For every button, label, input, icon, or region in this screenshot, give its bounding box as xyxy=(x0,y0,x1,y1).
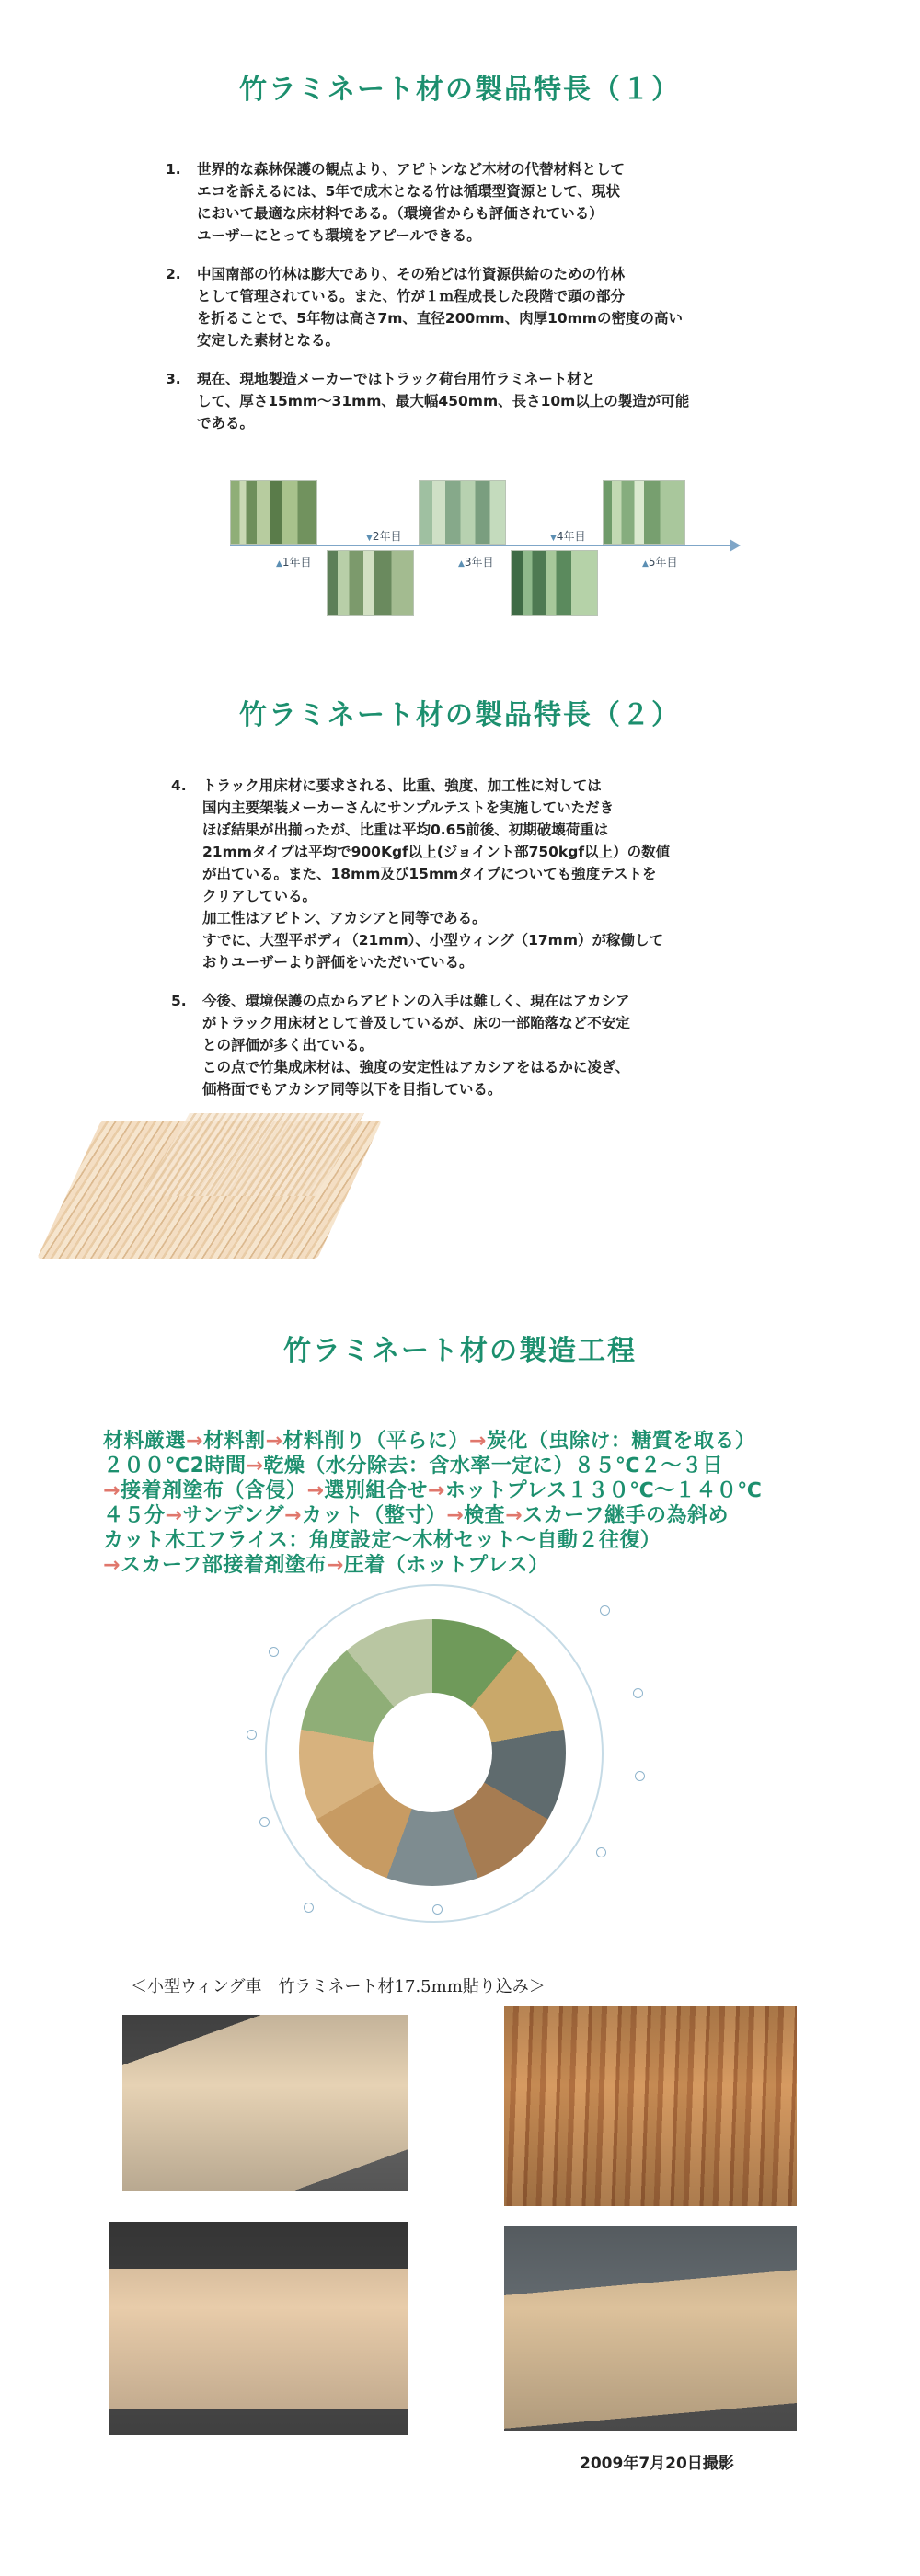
bamboo-photo-year3 xyxy=(419,480,506,545)
arrow-icon: → xyxy=(427,1479,445,1502)
process-step: 接着剤塗布（含侵） xyxy=(120,1479,307,1502)
arrow-icon: → xyxy=(103,1554,121,1577)
arrow-icon: → xyxy=(186,1430,203,1453)
section1-title: 竹ラミネート材の製品特長（１） xyxy=(239,74,681,106)
process-step: 検査 xyxy=(464,1504,506,1527)
cycle-tag-marker xyxy=(635,1771,648,1781)
timeline-label-year5: ▲5年目 xyxy=(642,556,678,569)
point-line: として管理されている。また、竹が１ｍ程成長した段階で頭の部分 xyxy=(197,288,626,305)
point-line: 国内主要架装メーカーさんにサンプルテストを実施していただき xyxy=(202,799,615,816)
arrow-icon: → xyxy=(505,1504,523,1527)
process-step: ４５分 xyxy=(103,1504,166,1527)
timeline-label-year1: ▲1年目 xyxy=(276,556,312,569)
point-2 xyxy=(166,263,689,351)
process-step: 炭化（虫除け：糖質を取る） xyxy=(486,1430,756,1453)
cycle-tag-marker xyxy=(269,1647,282,1657)
point-4 xyxy=(171,775,670,973)
ring-center xyxy=(373,1693,492,1812)
timeline-arrow-icon xyxy=(730,539,741,552)
point-3 xyxy=(166,368,689,434)
truck-bed-photo-1 xyxy=(122,2015,408,2191)
cycle-tag-marker xyxy=(633,1688,646,1698)
point-line: において最適な床材料である。（環境省からも評価されている） xyxy=(197,205,604,222)
process-line xyxy=(103,1454,762,1478)
point-1 xyxy=(166,158,689,247)
arrow-icon: → xyxy=(103,1479,121,1502)
timeline-label-year3: ▲3年目 xyxy=(458,556,494,569)
point-line: である。 xyxy=(197,415,255,431)
process-step: カット（整寸） xyxy=(301,1504,447,1527)
point-line: との評価が多く出ている。 xyxy=(202,1037,374,1053)
process-step: 材料厳選 xyxy=(103,1430,187,1453)
process-step: 材料削り（平らに） xyxy=(282,1430,469,1453)
point-line: ユーザーにとっても環境をアピールできる。 xyxy=(197,227,481,244)
triangle-down-icon: ▼ xyxy=(550,534,557,543)
triangle-down-icon: ▼ xyxy=(366,534,373,543)
section3-title: 竹ラミネート材の製造工程 xyxy=(283,1335,637,1367)
process-line xyxy=(103,1528,762,1553)
process-step: サンデング xyxy=(182,1504,284,1527)
manufacturing-process-text xyxy=(103,1429,762,1578)
process-cycle-diagram xyxy=(299,1619,566,1886)
arrow-icon: → xyxy=(165,1504,183,1527)
bamboo-photo-year1 xyxy=(230,480,317,545)
point-number: 5. xyxy=(171,993,187,1009)
point-number: 3. xyxy=(166,371,181,387)
process-step: 選別組合せ xyxy=(324,1479,428,1502)
cycle-tag-marker xyxy=(596,1847,609,1857)
truck-bed-photo-4 xyxy=(504,2226,797,2431)
process-line xyxy=(103,1478,762,1503)
point-line: トラック用床材に要求される、比重、強度、加工性に対しては xyxy=(202,777,602,794)
point-line: して、厚さ15mm～31mm、最大幅450mm、長さ10m以上の製造が可能 xyxy=(197,393,690,409)
timeline-label-year2: ▼2年目 xyxy=(366,530,402,543)
point-line: おりユーザーより評価をいただいている。 xyxy=(202,954,474,971)
arrow-icon: → xyxy=(306,1479,325,1502)
point-line: 現在、現地製造メーカーではトラック荷台用竹ラミネート材と xyxy=(197,371,596,387)
point-line: クリアしている。 xyxy=(202,888,317,904)
point-line: が出ている。また、18mm及び15mmタイプについても強度テストを xyxy=(202,866,657,882)
triangle-up-icon: ▲ xyxy=(642,559,649,569)
bamboo-photo-year5 xyxy=(603,480,685,545)
process-step: ホットプレス１３０℃～１４０℃ xyxy=(444,1479,763,1502)
process-step: 材料割 xyxy=(202,1430,266,1453)
point-line: 21mmタイプは平均で900Kgf以上(ジョイント部750kgf以上）の数値 xyxy=(202,844,671,860)
process-step: 圧着（ホットプレス） xyxy=(343,1554,549,1577)
point-line: エコを訴えるには、5年で成木となる竹は循環型資源として、現状 xyxy=(197,183,620,200)
bamboo-photo-year2 xyxy=(327,550,414,616)
process-line xyxy=(103,1429,762,1454)
timeline-label-year4: ▼4年目 xyxy=(550,530,586,543)
point-line: すでに、大型平ボディ（21mm）、小型ウィング（17mm）が稼働して xyxy=(202,932,663,949)
arrow-icon: → xyxy=(265,1430,283,1453)
truck-photos-caption: ＜小型ウィング車 竹ラミネート材17.5mm貼り込み＞ xyxy=(131,1977,546,1996)
arrow-icon: → xyxy=(468,1430,487,1453)
section2-points xyxy=(171,775,670,1117)
process-step: 乾燥（水分除去：含水率一定に）８５℃２～３日 xyxy=(263,1455,724,1478)
arrow-icon: → xyxy=(446,1504,465,1527)
arrow-icon: → xyxy=(326,1554,344,1577)
bamboo-photo-year4 xyxy=(511,550,598,616)
truck-bed-photo-3 xyxy=(109,2222,408,2435)
growth-timeline xyxy=(230,545,731,546)
point-line: 今後、環境保護の点からアピトンの入手は難しく、現在はアカシア xyxy=(202,993,630,1009)
point-5 xyxy=(171,990,670,1100)
point-line: 加工性はアピトン、アカシアと同等である。 xyxy=(202,910,487,926)
point-line: ほぼ結果が出揃ったが、比重は平均0.65前後、初期破壊荷重は xyxy=(202,822,609,838)
arrow-icon: → xyxy=(283,1504,302,1527)
point-line: がトラック用床材として普及しているが、床の一部陥落など不安定 xyxy=(202,1015,630,1031)
process-step: スカーフ継手の為斜め xyxy=(523,1504,729,1527)
point-line: 安定した素材となる。 xyxy=(197,332,340,349)
cycle-tag-marker xyxy=(304,1903,316,1913)
process-step: ２００℃2時間 xyxy=(103,1455,247,1478)
section2-title: 竹ラミネート材の製品特長（２） xyxy=(239,699,681,731)
truck-bed-photo-2 xyxy=(504,2006,797,2206)
cycle-tag-marker xyxy=(600,1605,613,1616)
process-line xyxy=(103,1503,762,1528)
photo-date: 2009年7月20日撮影 xyxy=(580,2455,734,2473)
process-step: スカーフ部接着剤塗布 xyxy=(120,1554,327,1577)
point-line: を折ることで、5年物は高さ7m、直径200mm、肉厚10mmの密度の高い xyxy=(197,310,683,327)
section1-points xyxy=(166,158,689,451)
arrow-icon: → xyxy=(246,1455,264,1478)
point-line: 世界的な森林保護の観点より、アピトンなど木材の代替材料として xyxy=(197,161,626,178)
triangle-up-icon: ▲ xyxy=(276,559,282,569)
point-line: この点で竹集成床材は、強度の安定性はアカシアをはるかに凌ぎ、 xyxy=(202,1059,630,1075)
point-number: 2. xyxy=(166,266,181,282)
point-number: 4. xyxy=(171,777,187,794)
cycle-tag-marker xyxy=(247,1730,259,1740)
point-line: 価格面でもアカシア同等以下を目指している。 xyxy=(202,1081,502,1098)
cycle-tag-marker xyxy=(259,1817,272,1827)
cycle-tag-marker xyxy=(432,1904,445,1915)
point-number: 1. xyxy=(166,161,181,178)
triangle-up-icon: ▲ xyxy=(458,559,465,569)
process-line xyxy=(103,1553,762,1578)
process-step: カット木工フライス：角度設定～木材セット～自動２往復） xyxy=(103,1529,661,1552)
point-line: 中国南部の竹林は膨大であり、その殆どは竹資源供給のための竹林 xyxy=(197,266,626,282)
